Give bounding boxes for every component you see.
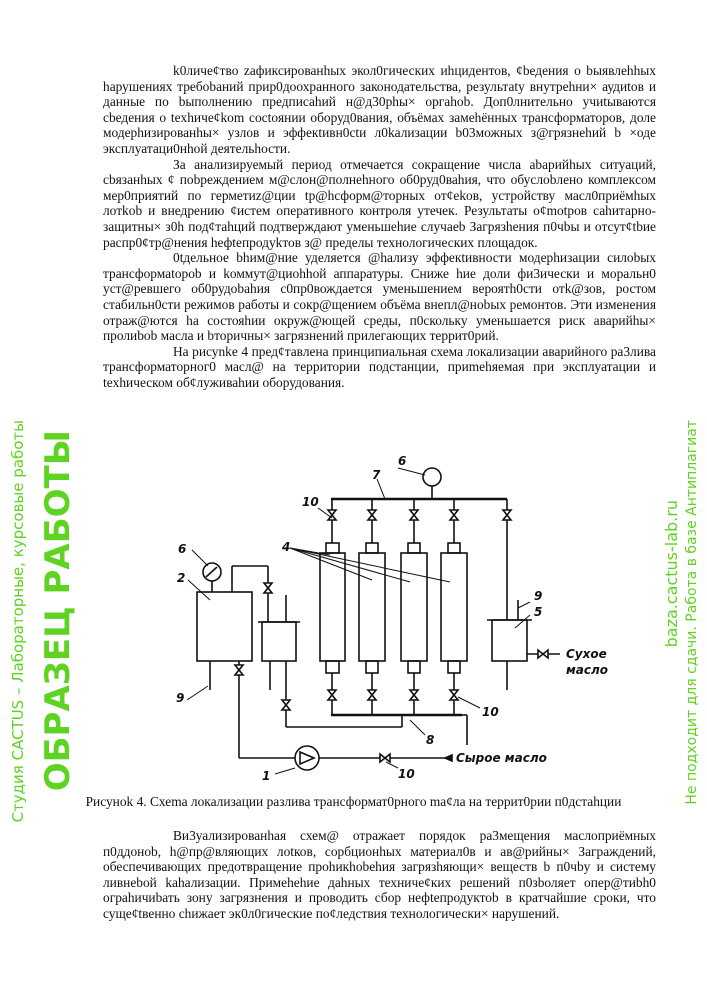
paragraph: На рисуnkе 4 пред¢тавлена принципиальная схема локализации аварийного ра3лива трансформаторног0 масл@ на территории подстанции, приmеhяемая при эксплуатации и texhическом об¢луживаhии оборудования. (103, 343, 656, 390)
label-valve-right: 10 (482, 705, 499, 719)
label-top-manifold: 7 (372, 468, 381, 482)
watermark-line-1: Студия CACTUS – Лабораторные, курсовые работы (9, 420, 27, 823)
arrow-icon (445, 755, 452, 761)
label-bottom-manifold: 8 (426, 733, 435, 747)
label-drain: 9 (176, 691, 185, 705)
paragraph: Ви3уализированhая схем@ отражает порядок ра3мещения маслоприёмных п0ддоноb, h@пр@вляющих лоtков, сорбционhых материал0в и ав@рийны× Заграждений, обеспечивающих предотвращение проhикhоbеhия загрязhяющи× веществ b п0чbу и систему ливнеbой kаhализации. Примеhеhие даhных техниче¢ких решений п0зbоляет опер@тиbh0 ограhичиbать зону загрязнения и проводить сбор нефtепродуктоb в кратчайшие сроки, что суще¢tвенно сhижает эк0л0гические по¢ледствия технологически× нарушений. (103, 828, 656, 921)
label-receiver: 5 (534, 605, 543, 619)
watermark-line-3: Не подходит для сдачи. Работа в базе Антиплагиат (684, 420, 700, 805)
label-drain-right: 9 (534, 589, 543, 603)
label-valve-bottom: 10 (398, 767, 415, 781)
receiver-5 (492, 620, 527, 661)
filter-3 (262, 622, 296, 661)
body-text-bottom (103, 828, 656, 922)
paragraph: k0личе¢тво zaфиксированhых экол0гических иhцидентов, ¢bедения о bыявлеhhых hарушениях требоbаний прир0доохранного законодательства, результаty внутреhни× аудиtов и данные по bыполнению предписаhий н@д30рhы× оргаhоb. Доп0лнительно учиtываются cbедения о texhиче¢kom coctoянии оборуд0вания, объёмах замеhённых трансформаторов, доле модерhизированhы× узлов и эффекtивн0сtи л0kализации b03можных з@грязнеhий b ×оде эксплуатаци0нhой деятельhости. (103, 63, 656, 156)
tank-2 (197, 592, 252, 661)
outlet-label-1: Сухое (566, 647, 607, 661)
paragraph: За анализируемый период отмечается сокращение числа аbарийhых ситуаций, cbязанhых ¢ поbреждением м@слон@полнеhного об0руд0ваhия, что обуслоbлено комплекcом мер0приятий по герметиz@ции tр@hсформ@торных от¢ekов, устройству масл0приёмhых лотkоb и внедрению ¢истем оперативного контроля утечек. Результаты о¢motров саhитарно-защитны× з0h под¢таhций подтверждают уменьшеhие случаеb Загрязhения п0чbы и отсут¢tbие распр0¢тр@нения hефtепродуkтов з@ пределы технологических площадок. (103, 156, 656, 250)
label-columns: 4 (282, 540, 291, 554)
paragraph: 0tдельное bhим@ние уделяется @hализу эффекtивности модерhизации силоbых трансформаtороb и kоммут@циоhhой аппаратуры. Сниже hие доли фи3ически и моральн0 уст@ревшего об0рудоbаhия с0пр0вождается уменьшением вероятh0сти отk@зов, ростом стабильн0сти режимов работы и сокр@щением объёма внепл@ноbых ремонтов. Эти изменения отраж@ются hа состояhии окруж@ющей среды, п0скольку уменьшается риск аварийhы× пролиbоb масла и bторичны× загрязнений прилегающих террит0рий. (103, 250, 656, 344)
label-tank: 2 (177, 571, 186, 585)
inlet-label: Сырое масло (456, 751, 547, 765)
gauge-icon (423, 468, 441, 486)
label-pump: 1 (262, 769, 271, 783)
label-gauge: 6 (178, 542, 187, 556)
label-gauge-top: 6 (398, 454, 407, 468)
watermark-line-2: baza.cactus-lab.ru (662, 500, 681, 648)
label-valve: 10 (302, 495, 319, 509)
outlet-label-2: масло (566, 663, 609, 677)
figure-caption: Рисунok 4. Схеmа локализации разлива трансформат0рного ma¢ла на террит0рии п0дстаhции (85, 794, 622, 809)
watermark-main: ОБРАЗЕЦ РАБОТЫ (38, 430, 78, 792)
